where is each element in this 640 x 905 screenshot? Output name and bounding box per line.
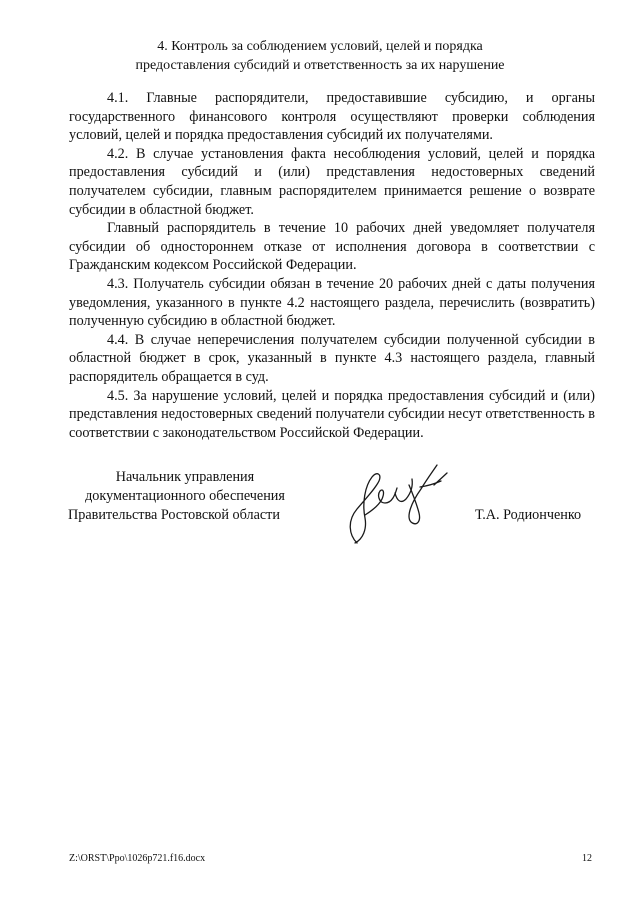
handwritten-signature bbox=[335, 455, 455, 555]
section-body bbox=[69, 89, 595, 442]
section-title-line-1: 4. Контроль за соблюдением условий, целей и порядка bbox=[157, 39, 483, 54]
page-number: 12 bbox=[582, 853, 592, 864]
position-line-2: документационного обеспечения bbox=[85, 488, 285, 504]
signatory-position bbox=[60, 468, 310, 525]
paragraph-4-3: 4.3. Получатель субсидии обязан в течение 20 рабочих дней с даты получения уведомления, указанного в пункте 4.2 настоящего раздела, перечислить (возвратить) полученную субсидию в областной бюджет. bbox=[69, 275, 595, 330]
position-line-3: Правительства Ростовской области bbox=[68, 507, 280, 523]
paragraph-notice: Главный распорядитель в течение 10 рабочих дней уведомляет получателя субсидии об одностороннем отказе от исполнения договора в соответствии с Гражданским кодексом Российской Федерации. bbox=[69, 220, 595, 274]
paragraph-4-5: 4.5. За нарушение условий, целей и порядка предоставления субсидий и (или) представления недостоверных сведений получатели субсидии несут ответственность в соответствии с законодательством Российской Федерации. bbox=[69, 387, 595, 441]
signer-name: Т.А. Родионченко bbox=[475, 507, 582, 523]
section-title-line-2: предоставления субсидий и ответственность за их нарушение bbox=[135, 58, 505, 73]
position-line-1: Начальник управления bbox=[115, 469, 255, 485]
paragraph-4-4: 4.4. В случае неперечисления получателем субсидии полученной субсидии в областной бюджет в срок, указанный в пункте 4.3 настоящего раздела, главный распорядитель обращается в суд. bbox=[69, 331, 595, 385]
paragraph-4-1: 4.1. Главные распорядители, предоставившие субсидию, и органы государственного финансового контроля осуществляют проверки соблюдения условий, целей и порядка предоставления субсидий их получателями. bbox=[69, 90, 595, 144]
footer-file-path: Z:\ORST\Ppo\1026p721.f16.docx bbox=[69, 853, 206, 864]
section-title bbox=[60, 37, 580, 75]
paragraph-4-2: 4.2. В случае установления факта несоблюдения условий, целей и порядка предоставления субсидий и (или) представления недостоверных сведений получателем субсидии, главным распорядителем принимается решение о возврате субсидии в областной бюджет. bbox=[69, 145, 595, 218]
